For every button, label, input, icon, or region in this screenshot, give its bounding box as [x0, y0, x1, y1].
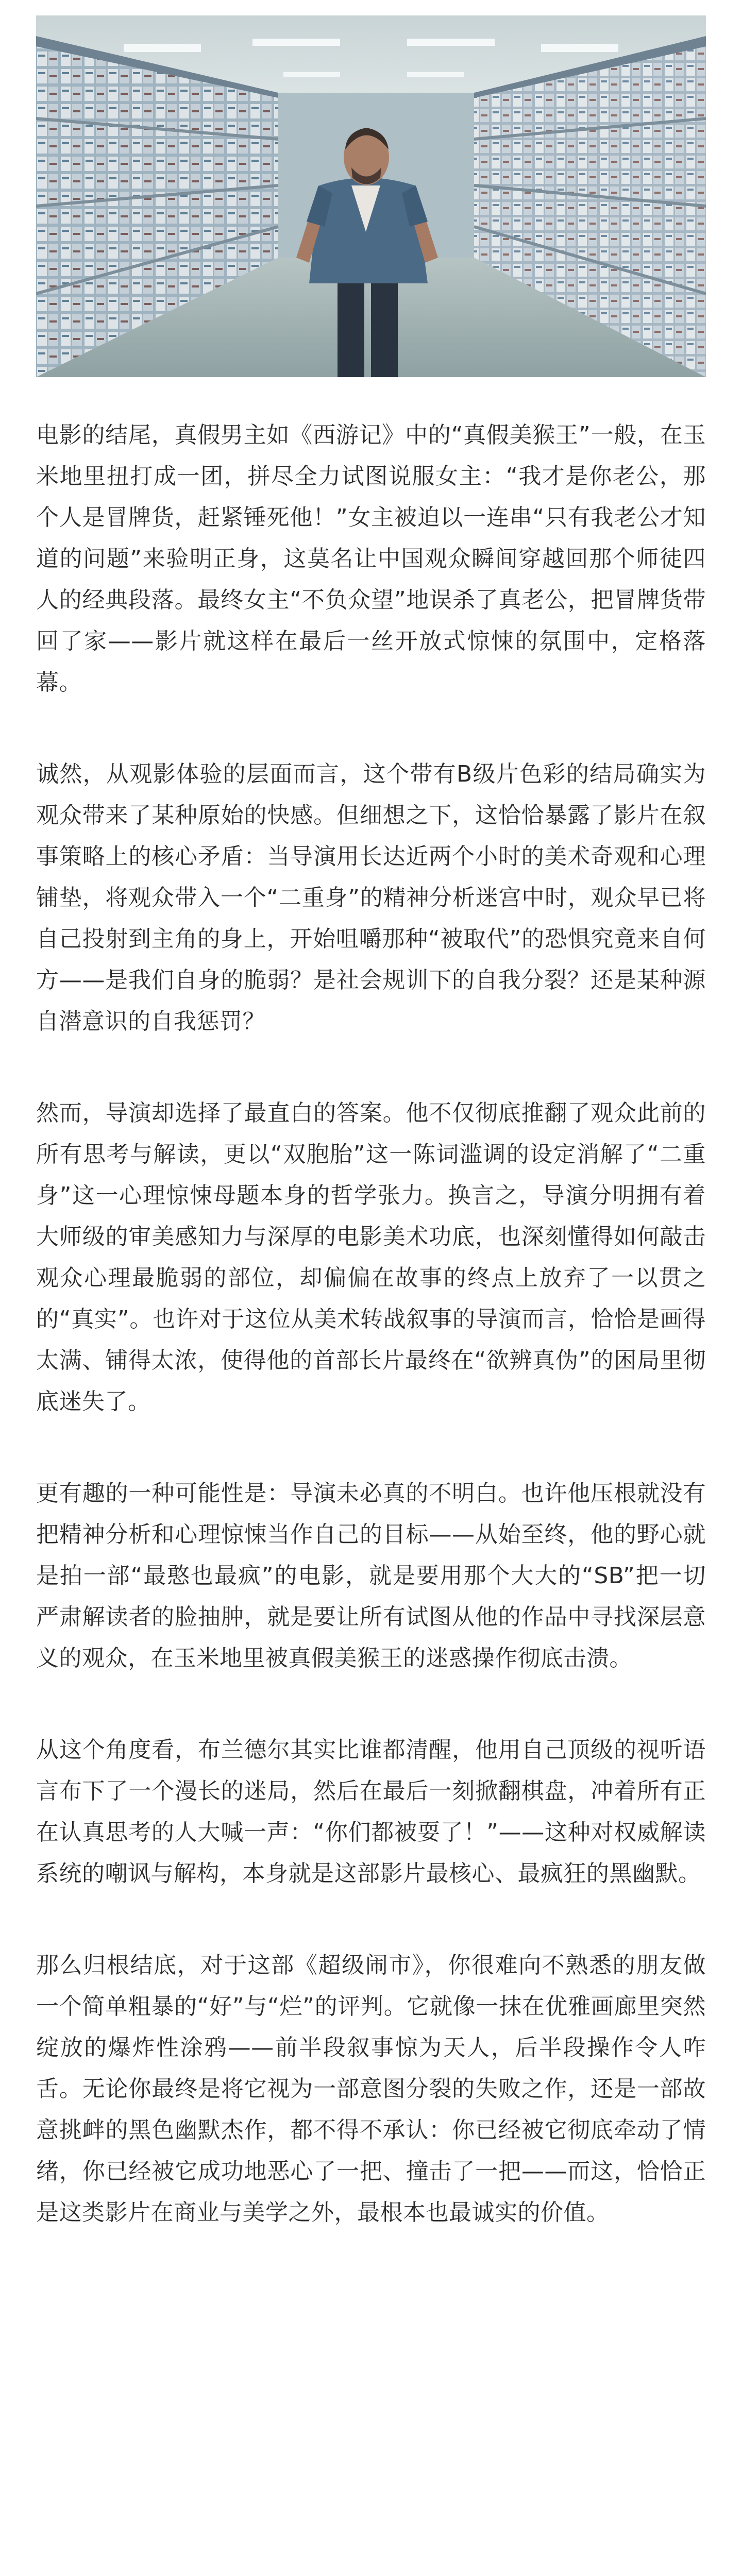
paragraph-ending-summary: 电影的结尾，真假男主如《西游记》中的“真假美猴王”一般，在玉米地里扭打成一团，拼尽全力试图说服女主：“我才是你老公，那个人是冒牌货，赶紧锤死他！”女主被迫以一连串“只有我老公才知道的问题”来验明正身，这莫名让中国观众瞬间穿越回那个师徒四人的经典段落。最终女主“不负众望”地误杀了真老公，把冒牌货带回了家——影片就这样在最后一丝开放式惊悚的氛围中，定格落幕。 [36, 422, 706, 696]
paragraph-director-choice: 然而，导演却选择了最直白的答案。他不仅彻底推翻了观众此前的所有思考与解读，更以“双胞胎”这一陈词滥调的设定消解了“二重身”这一心理惊悚母题本身的哲学张力。换言之，导演分明拥有着大师级的审美感知力与深厚的电影美术功底，也深刻懂得如何敲击观众心理最脆弱的部位，却偏偏在故事的终点上放弃了一以贯之的“真实”。也许对于这位从美术转战叙事的导演而言，恰恰是画得太满、铺得太浓，使得他的首部长片最终在“欲辨真伪”的困局里彻底迷失了。 [36, 1100, 706, 1415]
paragraph-alternative-reading: 更有趣的一种可能性是：导演未必真的不明白。也许他压根就没有把精神分析和心理惊悚当作自己的目标——从始至终，他的野心就是拍一部“最憨也最疯”的电影，就是要用那个大大的“SB”把一切严肃解读者的脸抽肿，就是要让所有试图从他的作品中寻找深层意义的观众，在玉米地里被真假美猴王的迷惑操作彻底击溃。 [36, 1480, 706, 1671]
hero-image [36, 15, 706, 377]
paragraph-dark-humor: 从这个角度看，布兰德尔其实比谁都清醒，他用自己顶级的视听语言布下了一个漫长的迷局，然后在最后一刻掀翻棋盘，冲着所有正在认真思考的人大喊一声：“你们都被耍了！”——这种对权威解读系统的嘲讽与解构，本身就是这部影片最核心、最疯狂的黑幽默。 [36, 1737, 706, 1887]
film-still-image [36, 15, 706, 377]
paragraph-b-movie-ending: 诚然，从观影体验的层面而言，这个带有B级片色彩的结局确实为观众带来了某种原始的快感。但细想之下，这恰恰暴露了影片在叙事策略上的核心矛盾：当导演用长达近两个小时的美术奇观和心理铺垫，将观众带入一个“二重身”的精神分析迷宫中时，观众早已将自己投射到主角的身上，开始咀嚼那种“被取代”的恐惧究竟来自何方——是我们自身的脆弱？是社会规训下的自我分裂？还是某种源自潜意识的自我惩罚？ [36, 761, 706, 1035]
paragraph-conclusion: 那么归根结底，对于这部《超级闹市》，你很难向不熟悉的朋友做一个简单粗暴的“好”与“烂”的评判。它就像一抹在优雅画廊里突然绽放的爆炸性涂鸦——前半段叙事惊为天人，后半段操作令人咋舌。无论你最终是将它视为一部意图分裂的失败之作，还是一部故意挑衅的黑色幽默杰作，都不得不承认：你已经被它彻底牵动了情绪，你已经被它成功地恶心了一把、撞击了一把——而这，恰恰正是这类影片在商业与美学之外，最根本也最诚实的价值。 [36, 1952, 706, 2226]
article-body [36, 415, 706, 2284]
